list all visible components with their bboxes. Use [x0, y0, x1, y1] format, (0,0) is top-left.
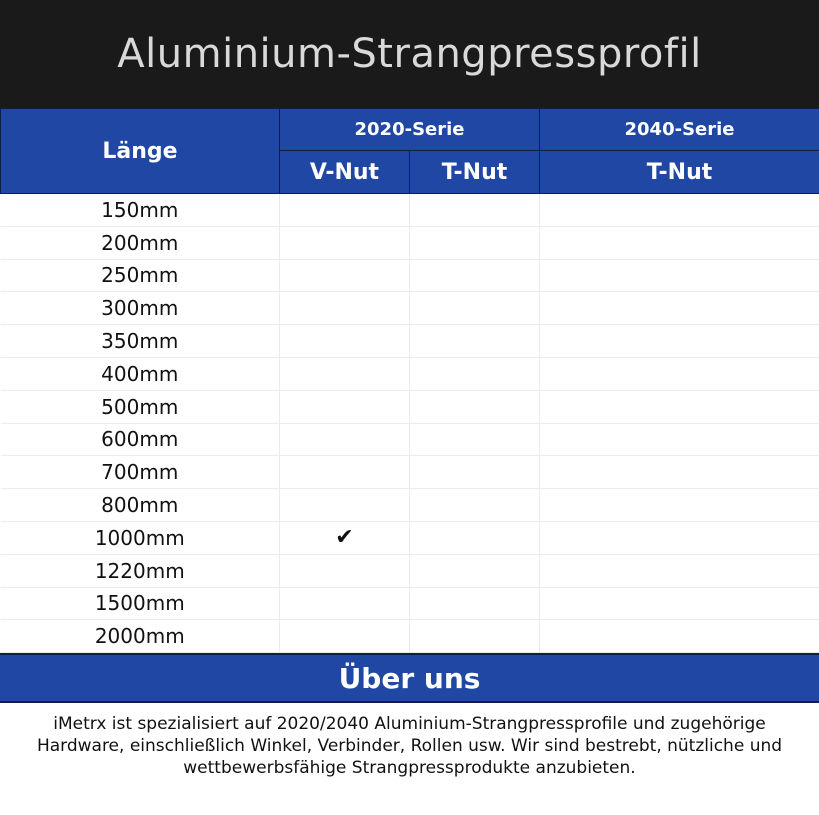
- v-nut-2020-cell: [280, 194, 410, 227]
- table-row: [1, 423, 819, 456]
- table-row: [1, 390, 819, 423]
- t-nut-2020-cell: [410, 521, 540, 554]
- length-cell: 600mm: [1, 423, 280, 456]
- t-nut-2020-cell: [410, 587, 540, 620]
- v-nut-2020-cell: [280, 357, 410, 390]
- table-row: [1, 521, 819, 554]
- t-nut-2020-cell: [410, 194, 540, 227]
- t-nut-2040-cell: [540, 423, 819, 456]
- page-title: Aluminium-Strangpressprofil: [117, 31, 702, 77]
- length-cell: 200mm: [1, 226, 280, 259]
- v-nut-2020-cell: ✔: [280, 521, 410, 554]
- table-row: [1, 226, 819, 259]
- v-nut-2020-header: V-Nut: [280, 151, 410, 194]
- table-row: [1, 620, 819, 653]
- t-nut-2040-cell: [540, 587, 819, 620]
- length-cell: 250mm: [1, 259, 280, 292]
- series-2020-header: 2020-Serie: [280, 109, 540, 151]
- v-nut-2020-cell: [280, 226, 410, 259]
- v-nut-2020-cell: [280, 390, 410, 423]
- t-nut-2020-cell: [410, 390, 540, 423]
- t-nut-2020-cell: [410, 259, 540, 292]
- length-cell: 500mm: [1, 390, 280, 423]
- v-nut-2020-cell: [280, 456, 410, 489]
- table-row: [1, 325, 819, 358]
- length-cell: 800mm: [1, 489, 280, 522]
- t-nut-2040-cell: [540, 194, 819, 227]
- t-nut-2040-cell: [540, 226, 819, 259]
- length-cell: 400mm: [1, 357, 280, 390]
- t-nut-2040-cell: [540, 620, 819, 653]
- length-cell: 350mm: [1, 325, 280, 358]
- length-cell: 2000mm: [1, 620, 280, 653]
- length-cell: 1000mm: [1, 521, 280, 554]
- about-text: iMetrx ist spezialisiert auf 2020/2040 Aluminium-Strangpressprofile und zugehörige Hardware, einschließlich Winkel, Verbinder, Rollen usw. Wir sind bestrebt, nützliche und wettbewerbsfähige Strangpressprodukte anzubieten.: [36, 714, 783, 779]
- v-nut-2020-cell: [280, 292, 410, 325]
- length-cell: 700mm: [1, 456, 280, 489]
- series-2040-header: 2040-Serie: [540, 109, 819, 151]
- v-nut-2020-cell: [280, 554, 410, 587]
- length-cell: 1220mm: [1, 554, 280, 587]
- v-nut-2020-cell: [280, 423, 410, 456]
- t-nut-2020-cell: [410, 226, 540, 259]
- t-nut-2040-header: T-Nut: [540, 151, 819, 194]
- t-nut-2020-cell: [410, 554, 540, 587]
- t-nut-2040-cell: [540, 259, 819, 292]
- t-nut-2040-cell: [540, 325, 819, 358]
- table-row: [1, 489, 819, 522]
- length-cell: 150mm: [1, 194, 280, 227]
- v-nut-2020-cell: [280, 620, 410, 653]
- about-title: Über uns: [338, 661, 481, 695]
- length-cell: 300mm: [1, 292, 280, 325]
- table-row: [1, 587, 819, 620]
- length-cell: 1500mm: [1, 587, 280, 620]
- t-nut-2040-cell: [540, 521, 819, 554]
- t-nut-2040-cell: [540, 554, 819, 587]
- v-nut-2020-cell: [280, 259, 410, 292]
- table-row: [1, 456, 819, 489]
- t-nut-2020-cell: [410, 325, 540, 358]
- t-nut-2020-cell: [410, 489, 540, 522]
- t-nut-2020-cell: [410, 456, 540, 489]
- t-nut-2040-cell: [540, 292, 819, 325]
- table-row: [1, 357, 819, 390]
- table-row: [1, 554, 819, 587]
- t-nut-2020-header: T-Nut: [410, 151, 540, 194]
- t-nut-2020-cell: [410, 620, 540, 653]
- table-row: [1, 292, 819, 325]
- about-banner: [0, 653, 819, 703]
- table-row: [1, 194, 819, 227]
- v-nut-2020-cell: [280, 325, 410, 358]
- t-nut-2040-cell: [540, 489, 819, 522]
- header-banner: [0, 0, 819, 108]
- t-nut-2040-cell: [540, 390, 819, 423]
- t-nut-2040-cell: [540, 456, 819, 489]
- t-nut-2020-cell: [410, 423, 540, 456]
- t-nut-2040-cell: [540, 357, 819, 390]
- length-header: Länge: [1, 109, 280, 194]
- t-nut-2020-cell: [410, 292, 540, 325]
- t-nut-2020-cell: [410, 357, 540, 390]
- v-nut-2020-cell: [280, 489, 410, 522]
- v-nut-2020-cell: [280, 587, 410, 620]
- length-table: [0, 108, 819, 653]
- table-row: [1, 259, 819, 292]
